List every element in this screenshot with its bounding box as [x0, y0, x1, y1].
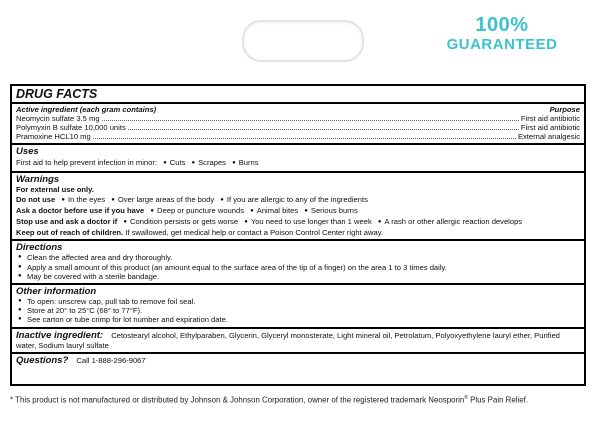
active-heading: Active ingredient (each gram contains): [16, 105, 157, 114]
uses-item: ● Scrapes: [187, 158, 225, 167]
ask-doctor-item: ● Deep or puncture wounds: [146, 206, 244, 215]
inactive-ingredients-section: [12, 329, 584, 353]
other-information-title: Other information: [16, 285, 97, 297]
inactive-text: Cetostearyl alcohol, Ethylparaben, Glycerin, Glyceryl monosterate, Light mineral oil, Petrolatum, Polyoxyethylene lauryl ether, Purified water, Sodium lauryl sulfate: [16, 330, 560, 350]
directions-item: ● May be covered with a sterile bandage.: [16, 272, 580, 281]
do-not-use-item: ● If you are allergic to any of the ingredients: [216, 195, 368, 204]
do-not-use-item: ● In the eyes: [57, 195, 105, 204]
active-row: [16, 114, 580, 123]
guarantee-badge: [438, 15, 566, 54]
active-purpose: External analgesic: [517, 132, 580, 142]
footnote-tail: Plus Pain Relief.: [467, 395, 529, 405]
do-not-use-item: ● Over large areas of the body: [107, 195, 214, 204]
warnings-title: Warnings: [16, 173, 60, 185]
registered-mark: ®: [464, 395, 468, 401]
active-ingredients-section: [12, 104, 584, 143]
directions-item: ● Clean the affected area and dry thoroughly.: [16, 253, 580, 262]
stop-use-label: Stop use and ask a doctor if: [16, 216, 118, 226]
other-information-item: ● To open: unscrew cap, pull tab to remove foil seal.: [16, 297, 580, 306]
directions-section: [12, 241, 584, 283]
drug-facts-panel: [10, 84, 586, 386]
keep-out-label: Keep out of reach of children.: [16, 227, 124, 237]
ask-doctor-item: ● Animal bites: [246, 206, 298, 215]
active-purpose: First aid antibiotic: [520, 123, 580, 133]
questions-phone: Call 1-888-296-9067: [76, 356, 146, 366]
active-row: [16, 123, 580, 132]
questions-title: Questions?: [16, 355, 69, 367]
do-not-use-label: Do not use: [16, 194, 56, 204]
footnote-text: * This product is not manufactured or distributed by Johnson & Johnson Corporation, owner of the registered trademark Neosporin: [10, 395, 465, 405]
active-name: Polymyxin B sulfate 10,000 units: [16, 123, 126, 133]
guarantee-percent: 100%: [475, 14, 529, 36]
ask-doctor-label: Ask a doctor before use if you have: [16, 205, 145, 215]
trademark-footnote: [10, 393, 590, 406]
directions-item: ● Apply a small amount of this product (an amount equal to the surface area of the tip of a finger) on the area 1 to 3 times daily.: [16, 263, 580, 272]
uses-text: First aid to help prevent infection in minor:: [16, 157, 157, 167]
active-row: [16, 132, 580, 141]
warnings-section: [12, 173, 584, 239]
drug-facts-title: DRUG FACTS: [16, 87, 98, 101]
stop-use-item: ● A rash or other allergic reaction develops: [374, 217, 522, 226]
hang-hole: [242, 20, 364, 62]
ask-doctor-item: ● Serious burns: [300, 206, 357, 215]
other-information-item: ● Store at 20° to 25°C (68° to 77°F).: [16, 306, 580, 315]
uses-section: [12, 145, 584, 171]
questions-section: [12, 354, 584, 369]
keep-out-text: If swallowed, get medical help or contact a Poison Control Center right away.: [125, 227, 384, 237]
active-name: Neomycin sulfate 3.5 mg: [16, 114, 100, 124]
guarantee-word: GUARANTEED: [446, 36, 558, 53]
active-name: Pramoxine HCL10 mg: [16, 132, 91, 142]
external-use-note: For external use only.: [16, 185, 94, 195]
purpose-heading: Purpose: [549, 105, 580, 114]
inactive-title: Inactive ingredient:: [16, 329, 104, 341]
other-information-section: [12, 285, 584, 327]
uses-item: ● Cuts: [159, 158, 185, 167]
directions-title: Directions: [16, 241, 63, 253]
other-information-item: ● See carton or tube crimp for lot number and expiration date.: [16, 315, 580, 324]
stop-use-item: ● Condition persists or gets worse: [119, 217, 238, 226]
uses-item: ● Burns: [228, 158, 258, 167]
stop-use-item: ● You need to use longer than 1 week: [240, 217, 372, 226]
uses-title: Uses: [16, 146, 39, 158]
active-purpose: First aid antibiotic: [520, 114, 580, 124]
